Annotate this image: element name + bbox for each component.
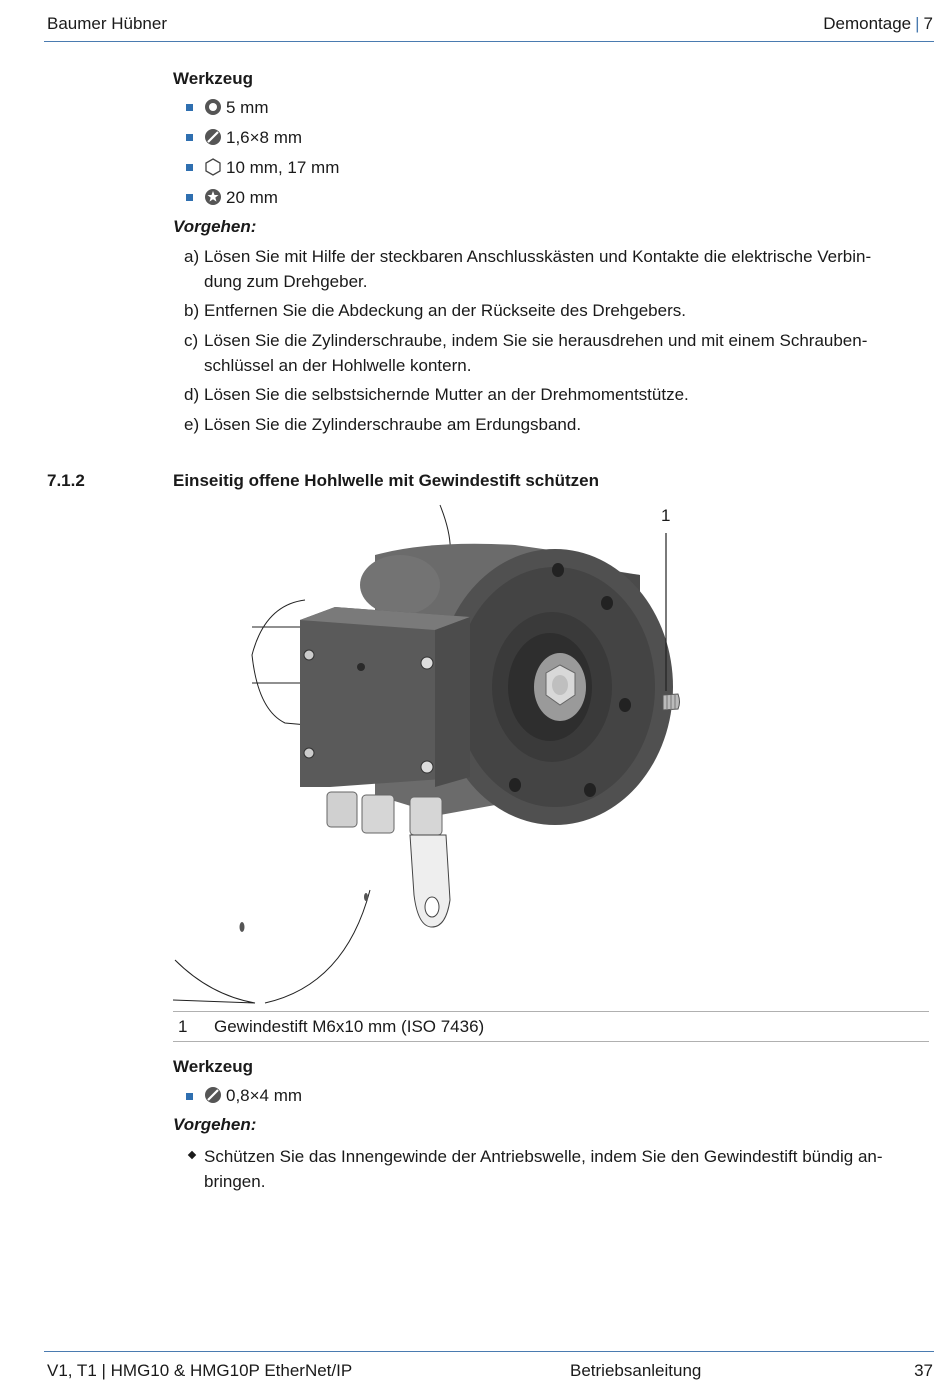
flat-screwdriver-icon [204,1086,222,1104]
step-label: b) [184,301,200,320]
tool-text: 1,6×8 mm [226,128,303,147]
footer-doc-type: Betriebsanleitung [570,1361,702,1380]
tool-text: 5 mm [226,98,269,117]
list-bullet [186,194,193,201]
step-d [184,382,914,407]
header-section [823,14,933,34]
tool-text: 20 mm [226,188,278,207]
header-separator: | [915,14,920,33]
tool-text: 10 mm, 17 mm [226,158,340,177]
step-label: d) [184,385,200,404]
tool-item [204,98,269,118]
tool-item [204,188,278,208]
tools-heading-2: Werkzeug [173,1057,253,1076]
step-text: Schützen Sie das Innengewinde der Antriebswelle, indem Sie den Gewindestift bündig an- [204,1147,883,1166]
step-label: c) [184,331,199,350]
flat-screwdriver-icon [204,128,222,146]
step-text: Lösen Sie die Zylinderschraube am Erdungsband. [204,415,582,434]
list-bullet [186,134,193,141]
header-section-name: Demontage [823,14,912,33]
step-text: Entfernen Sie die Abdeckung an der Rückseite des Drehgebers. [204,301,686,320]
list-bullet [186,104,193,111]
tools-heading: Werkzeug [173,69,253,88]
step-e [184,412,914,437]
caption-rule-top [173,1011,929,1012]
tool-text: 0,8×4 mm [226,1086,303,1105]
list-bullet [186,1093,193,1100]
caption-text: Gewindestift M6x10 mm (ISO 7436) [214,1017,485,1036]
step-b [184,298,914,323]
step-text-continued: schlüssel an der Hohlwelle kontern. [204,356,472,375]
procedure-heading-2: Vorgehen: [173,1115,257,1134]
tool-item [204,158,339,178]
tool-item [204,128,302,148]
step-a [184,244,914,294]
header-page: 7 [923,14,933,33]
caption-rule-bottom [173,1041,929,1042]
step-text: Lösen Sie die selbstsichernde Mutter an der Drehmomentstütze. [204,385,689,404]
header-company: Baumer Hübner [47,14,168,33]
footer-page-number: 37 [914,1361,933,1380]
figure-callout-label: 1 [661,506,671,525]
step-label: e) [184,415,200,434]
step-c [184,328,914,378]
caption-number: 1 [178,1017,188,1036]
list-bullet [186,164,193,171]
procedure-heading: Vorgehen: [173,217,257,236]
step-text-continued: bringen. [204,1172,266,1191]
step-text-continued: dung zum Drehgeber. [204,272,368,291]
section-number: 7.1.2 [47,471,85,490]
footer-product: V1, T1 | HMG10 & HMG10P EtherNet/IP [47,1361,353,1380]
hex-wrench-icon [204,158,222,176]
step-label: a) [184,247,200,266]
header-rule [44,41,934,42]
step-bullet-diamond [188,1151,196,1159]
tool-item [204,1086,302,1106]
socket-wrench-icon [204,98,222,116]
step-text: Lösen Sie mit Hilfe der steckbaren Anschlusskästen und Kontakte die elektrische Verbin- [204,247,872,266]
torx-icon [204,188,222,206]
section-title: Einseitig offene Hohlwelle mit Gewindestift schützen [173,471,599,490]
encoder-illustration [170,495,930,1007]
footer-rule [44,1351,934,1352]
step-protect-shaft [204,1144,924,1194]
step-text: Lösen Sie die Zylinderschraube, indem Sie sie herausdrehen und mit einem Schrauben- [204,331,868,350]
